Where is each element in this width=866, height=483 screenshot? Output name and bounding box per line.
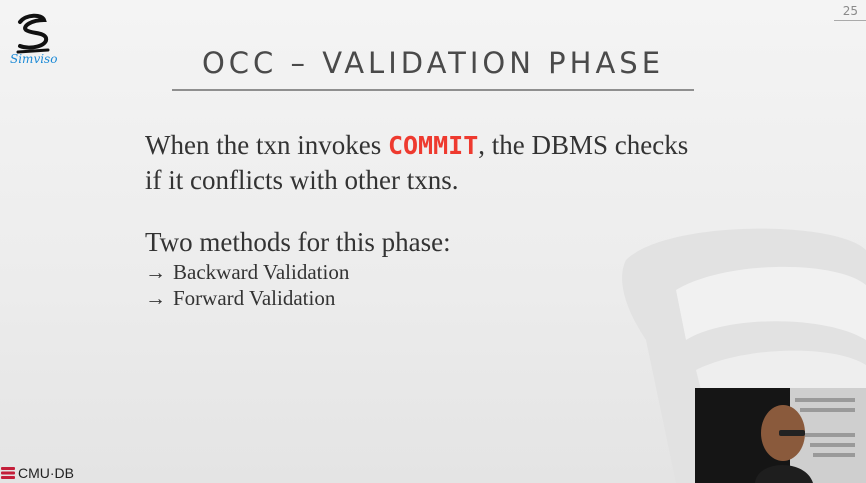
paragraph-commit-before: When the txn invokes <box>145 130 388 160</box>
slide-title: OCC – VALIDATION PHASE <box>201 46 665 80</box>
cmu-db-logo-icon <box>0 466 16 480</box>
method-forward-label: Forward Validation <box>173 286 336 310</box>
arrow-icon: → <box>145 260 166 284</box>
cmu-db-logo-text: CMU·DB <box>18 465 74 481</box>
methods-heading: Two methods for this phase: <box>145 227 451 257</box>
paragraph-commit-line2: if it conflicts with other txns. <box>145 165 459 195</box>
methods-list <box>145 225 451 311</box>
method-backward-label: Backward Validation <box>173 260 350 284</box>
page-number-rule <box>834 20 866 21</box>
arrow-icon: → <box>145 286 166 310</box>
cmu-db-logo <box>0 465 74 481</box>
page-number: 25 <box>842 4 858 18</box>
commit-keyword: COMMIT <box>387 131 479 160</box>
title-underline <box>172 89 694 91</box>
paragraph-commit <box>145 128 745 197</box>
speaker-video-icon <box>695 388 866 483</box>
webcam-video-overlay <box>695 388 866 483</box>
simviso-logo-text: Simviso <box>10 52 58 66</box>
simviso-logo-icon <box>12 10 54 56</box>
list-item-backward <box>145 259 451 285</box>
list-item-forward <box>145 285 451 311</box>
paragraph-commit-after: , the DBMS checks <box>478 130 689 160</box>
